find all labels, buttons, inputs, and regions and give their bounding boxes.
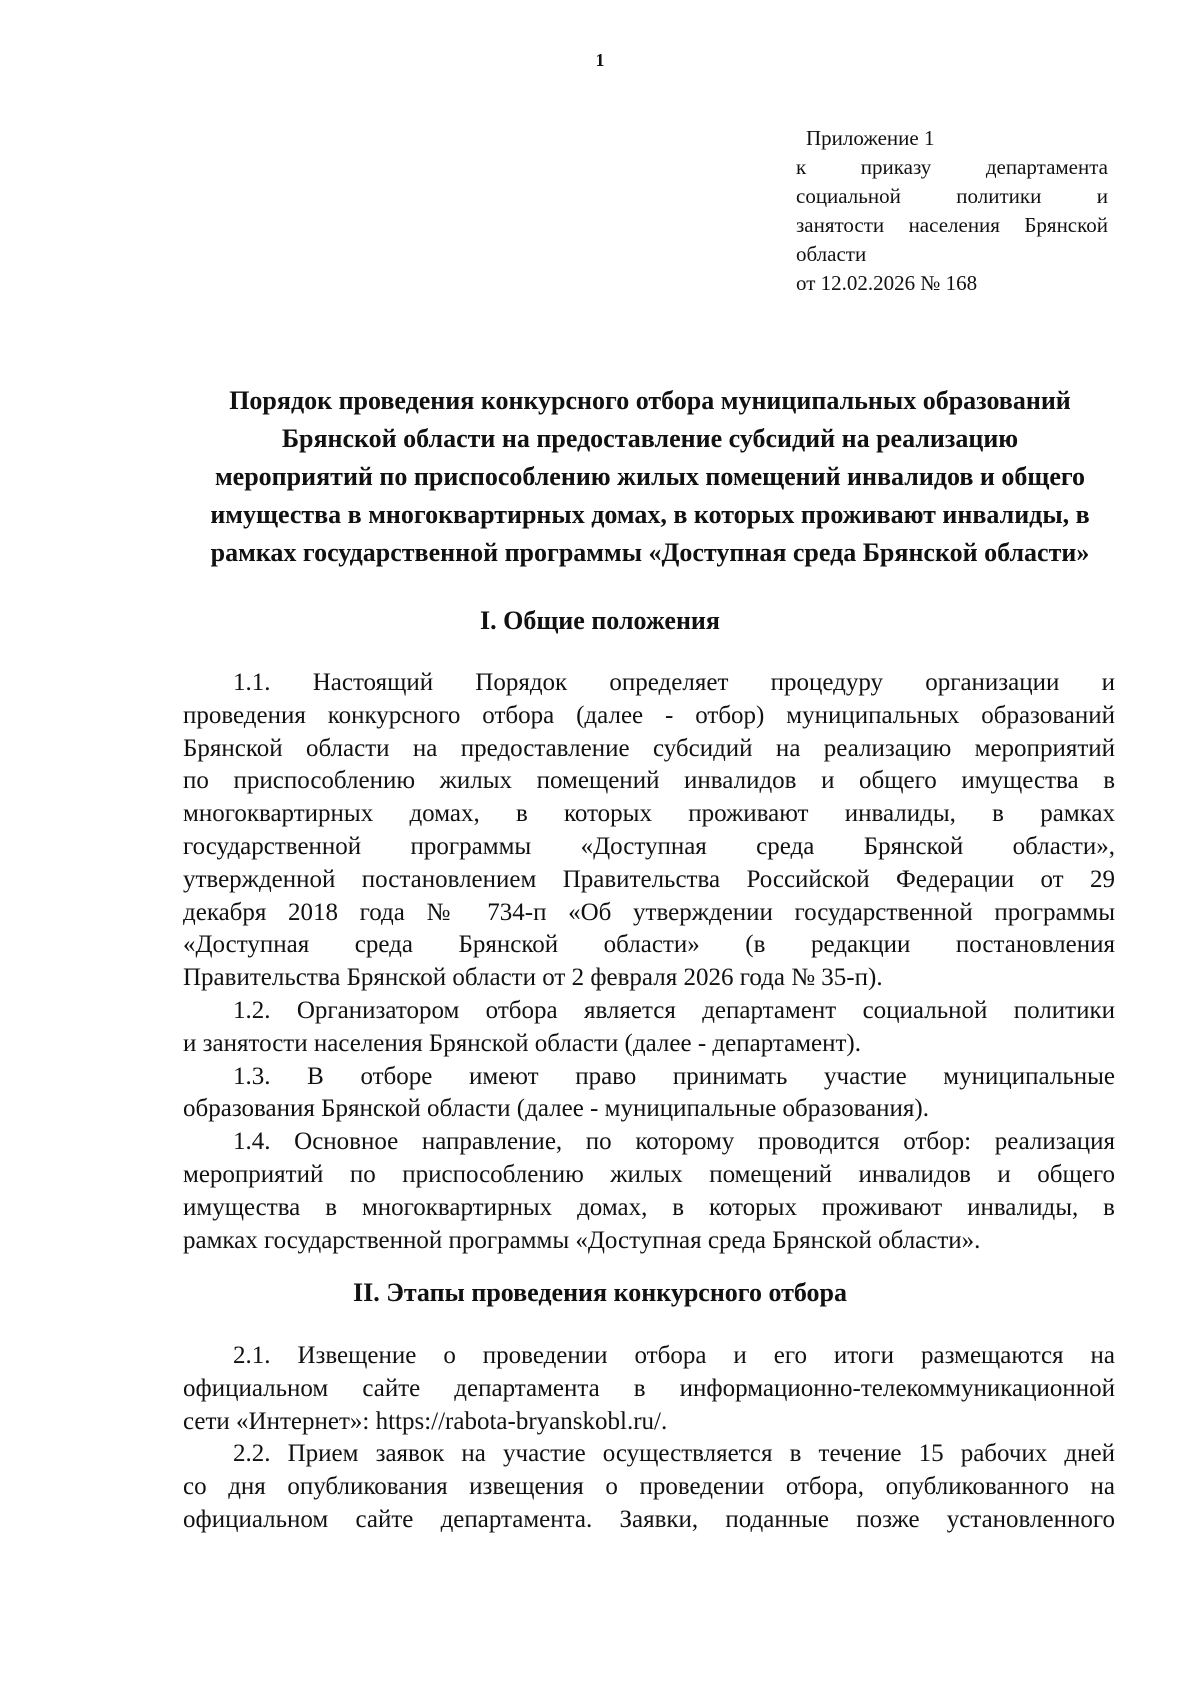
- title-line: рамках государственной программы «Доступная среда Брянской области»: [210, 538, 1090, 567]
- appendix-line: Приложение 1: [806, 126, 935, 150]
- title-line: имущества в многоквартирных домах, в которых проживают инвалиды, в: [210, 500, 1090, 529]
- section-2-heading: II. Этапы проведения конкурсного отбора: [352, 1278, 848, 1307]
- title-line: мероприятий по приспособлению жилых помещений инвалидов и общего: [214, 462, 1086, 491]
- paragraph-line: Правительства Брянской области от 2 февраля 2026 года № 35-п).: [183, 964, 883, 992]
- appendix-line: к приказу департамента: [796, 155, 1108, 179]
- paragraph-line: образования Брянской области (далее - муниципальные образования).: [183, 1095, 930, 1123]
- paragraph-line: утвержденной постановлением Правительства Российской Федерации от 29: [183, 865, 1115, 893]
- paragraph-line: и занятости населения Брянской области (далее - департамент).: [183, 1029, 861, 1057]
- section-1-heading: I. Общие положения: [480, 606, 720, 635]
- paragraph-line: 1.3. В отборе имеют право принимать участие муниципальные: [233, 1062, 1115, 1090]
- paragraph-line: официальном сайте департамента. Заявки, поданные позже установленного: [183, 1505, 1115, 1533]
- paragraph-line: государственной программы «Доступная среда Брянской области»,: [183, 832, 1115, 860]
- paragraph-line: 1.2. Организатором отбора является департамент социальной политики: [233, 996, 1115, 1024]
- paragraph-line: проведения конкурсного отбора (далее - отбор) муниципальных образований: [183, 701, 1115, 729]
- paragraph-line: имущества в многоквартирных домах, в которых проживают инвалиды, в: [183, 1193, 1115, 1221]
- paragraph-line: декабря 2018 года № 734-п «Об утверждении государственной программы: [183, 898, 1115, 926]
- paragraph-line: рамках государственной программы «Доступная среда Брянской области».: [183, 1226, 981, 1254]
- paragraph-line: 2.2. Прием заявок на участие осуществляется в течение 15 рабочих дней: [233, 1440, 1115, 1468]
- title-line: Порядок проведения конкурсного отбора муниципальных образований: [229, 386, 1071, 415]
- appendix-line: от 12.02.2026 № 168: [796, 271, 978, 295]
- appendix-line: социальной политики и: [796, 184, 1108, 208]
- section-2-body: [183, 1340, 1115, 1537]
- paragraph-line: 1.1. Настоящий Порядок определяет процедуру организации и: [233, 669, 1115, 696]
- paragraph-line: многоквартирных домах, в которых проживают инвалиды, в рамках: [183, 800, 1115, 828]
- paragraph-line: 1.4. Основное направление, по которому проводится отбор: реализация: [233, 1128, 1115, 1156]
- appendix-block: [796, 124, 1108, 298]
- appendix-line: области: [796, 242, 867, 266]
- paragraph-line: Брянской области на предоставление субсидий на реализацию мероприятий: [183, 734, 1115, 762]
- section-1-body: [183, 667, 1115, 1257]
- paragraph-line: сети «Интернет»: https://rabota-bryanskobl.ru/.: [183, 1407, 668, 1435]
- paragraph-line: официальном сайте департамента в информационно-телекоммуникационной: [183, 1374, 1115, 1402]
- document-title: [170, 382, 1130, 572]
- paragraph-line: 2.1. Извещение о проведении отбора и его итоги размещаются на: [233, 1342, 1115, 1369]
- paragraph-line: со дня опубликования извещения о проведении отбора, опубликованного на: [183, 1473, 1115, 1501]
- paragraph-line: по приспособлению жилых помещений инвалидов и общего имущества в: [183, 767, 1115, 795]
- page-number: 1: [595, 50, 605, 70]
- title-line: Брянской области на предоставление субсидий на реализацию: [281, 424, 1019, 453]
- paragraph-line: мероприятий по приспособлению жилых помещений инвалидов и общего: [183, 1160, 1115, 1188]
- appendix-line: занятости населения Брянской: [796, 213, 1108, 237]
- paragraph-line: «Доступная среда Брянской области» (в редакции постановления: [183, 931, 1115, 959]
